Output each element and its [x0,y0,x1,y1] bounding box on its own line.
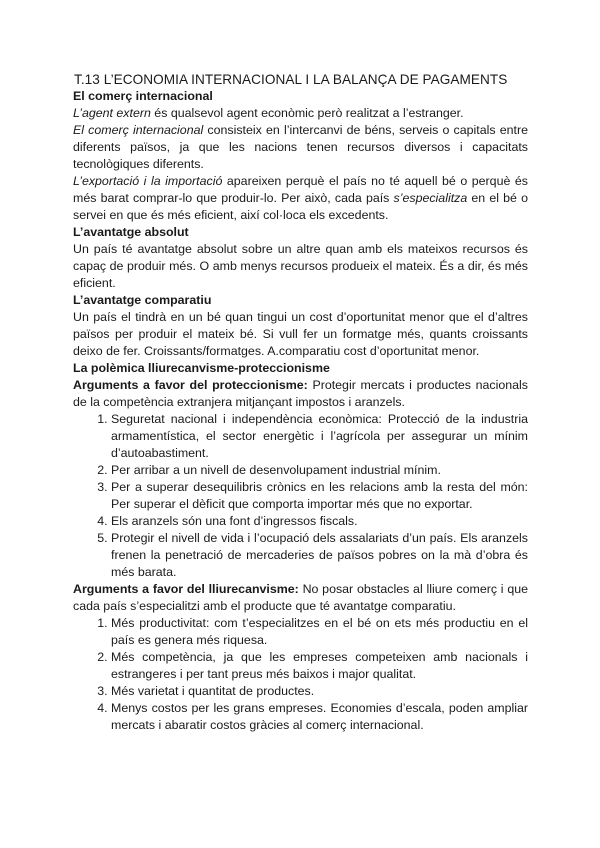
heading-comerc: El comerç internacional [73,89,213,103]
list-item: 3. Més varietat i quantitat de productes. [111,683,528,700]
text: No posar obstacles al lliure comerç i que cada país s’especialitzi amb el producte que té avantatge comparatiu. [73,582,528,613]
text: consisteix en l’intercanvi de béns, serveis o capitals entre diferents països, ja que les nacions tenen recursos diversos i capacitats tecnològiques diferents. [73,123,528,171]
list-item: 5. Protegir el nivell de vida i l’ocupació dels assalariats d’un país. Els aranzels frenen la penetració de mercaderies de països pobres on la mà d’obra és més barata. [111,530,528,581]
label-proteccionisme: Arguments a favor del proteccionisme: [73,378,308,392]
text: és qualsevol agent econòmic però realitzat a l’estranger. [150,106,464,120]
list-lliurecanvisme [73,615,528,734]
list-item: 3. Per a superar desequilibris crònics en les relacions amb la resta del món: Per superar el dèficit que comporta importar més que no exportar. [111,479,528,513]
heading-absolut: L’avantatge absolut [73,225,189,239]
text: en el bé o servei en que és més eficient, així col·loca els excedents. [73,191,529,222]
paragraph-comparatiu: Un país el tindrà en un bé quan tingui un cost d’oportunitat menor que el d’altres països per produir el mateix bé. Si vull fer un formatge més, quants croissants deixo de fer. Croissants/formatges. A.comparatiu cost d’oportunitat menor. [73,310,528,358]
heading-comparatiu: L’avantatge comparatiu [73,293,212,307]
list-item: 1. Més productivitat: com t’especialitzes en el bé on ets més productiu en el país es genera més riquesa. [111,615,528,649]
label-lliurecanvisme: Arguments a favor del lliurecanvisme: [73,582,299,596]
paragraph-comerc-internacional [73,122,528,173]
paragraph-proteccionisme [73,377,528,411]
term-comerc-internacional: El comerç internacional [73,123,204,137]
paragraph-agent-extern [73,105,528,122]
paragraph-absolut: Un país té avantatge absolut sobre un altre quan amb els mateixos recursos és capaç de produir més. O amb menys recursos produeix el mateix. És a dir, és més eficient. [73,242,528,290]
text: Protegir mercats i productes nacionals de la competència extranjera mitjançant impostos i aranzels. [73,378,528,409]
term-especialitza: s’especialitza [393,191,468,205]
term-exportacio: L’exportació i la importació [73,174,223,188]
list-item: 4. Els aranzels són una font d’ingressos fiscals. [111,513,528,530]
list-item: 4. Menys costos per les grans empreses. Economies d’escala, poden ampliar mercats i abaratir costos gràcies al comerç internacional. [111,700,528,734]
paragraph-lliurecanvisme [73,581,528,615]
list-item: 2. Per arribar a un nivell de desenvolupament industrial mínim. [111,462,528,479]
list-item: 2. Més competència, ja que les empreses competeixen amb nacionals i estrangeres i per tant preus més baixos i major qualitat. [111,649,528,683]
text: apareixen perquè el país no té aquell bé o perquè és més barat comprar-lo que produir-lo. Per això, cada país [73,174,528,205]
heading-polemica: La polèmica lliurecanvisme-proteccionisme [73,361,330,375]
list-item: 1. Seguretat nacional i independència econòmica: Protecció de la industria armamentística, el sector energètic i l’agrícola per assegurar un mínim d’autoabastiment. [111,411,528,462]
page-title: T.13 L’ECONOMIA INTERNACIONAL I LA BALANÇA DE PAGAMENTS [74,72,508,87]
term-agent-extern: L’agent extern [73,106,151,120]
paragraph-exportacio [73,173,528,224]
list-proteccionisme [73,411,528,581]
